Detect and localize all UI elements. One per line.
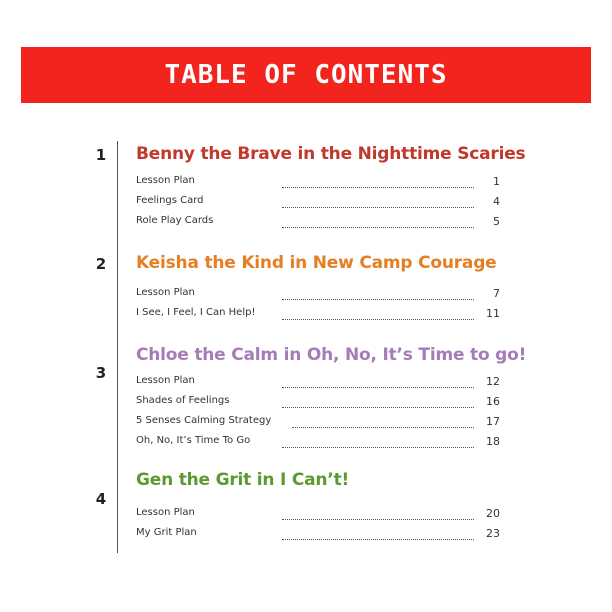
dot-leader [282, 187, 474, 188]
dot-leader [282, 387, 474, 388]
toc-entry[interactable] [136, 415, 500, 433]
entry-page: 18 [486, 435, 500, 448]
entry-label: Lesson Plan [136, 287, 195, 298]
entry-page: 7 [493, 287, 500, 300]
toc-entry[interactable] [136, 527, 500, 545]
toc-entry[interactable] [136, 175, 500, 193]
entry-label: My Grit Plan [136, 527, 197, 538]
toc-entry[interactable] [136, 195, 500, 213]
vertical-divider [117, 141, 118, 553]
dot-leader [292, 427, 474, 428]
entry-page: 17 [486, 415, 500, 428]
dot-leader [282, 207, 474, 208]
section-number: 1 [95, 146, 107, 164]
toc-entry[interactable] [136, 435, 500, 453]
toc-entry[interactable] [136, 287, 500, 305]
section-number: 4 [95, 490, 107, 508]
entry-label: Lesson Plan [136, 375, 195, 386]
dot-leader [282, 447, 474, 448]
dot-leader [282, 519, 474, 520]
dot-leader [282, 227, 474, 228]
page-title: TABLE OF CONTENTS [164, 60, 448, 90]
entry-label: 5 Senses Calming Strategy [136, 415, 272, 426]
toc-entry[interactable] [136, 507, 500, 525]
section-title[interactable]: Keisha the Kind in New Camp Courage [136, 253, 497, 273]
entry-page: 20 [486, 507, 500, 520]
dot-leader [282, 539, 474, 540]
entry-label: I See, I Feel, I Can Help! [136, 307, 256, 318]
entry-label: Lesson Plan [136, 175, 195, 186]
entry-page: 11 [486, 307, 500, 320]
section-number: 2 [95, 255, 107, 273]
dot-leader [282, 319, 474, 320]
entry-label: Oh, No, It’s Time To Go [136, 435, 251, 446]
entry-page: 5 [493, 215, 500, 228]
entry-page: 1 [493, 175, 500, 188]
entry-page: 23 [486, 527, 500, 540]
entry-page: 4 [493, 195, 500, 208]
entry-label: Lesson Plan [136, 507, 195, 518]
entry-label: Role Play Cards [136, 215, 214, 226]
dot-leader [282, 407, 474, 408]
dot-leader [282, 299, 474, 300]
toc-entry[interactable] [136, 215, 500, 233]
toc-entry[interactable] [136, 375, 500, 393]
title-banner [21, 47, 591, 103]
section-title[interactable]: Chloe the Calm in Oh, No, It’s Time to go! [136, 345, 527, 365]
section-title[interactable]: Gen the Grit in I Can’t! [136, 470, 350, 490]
toc-entry[interactable] [136, 307, 500, 325]
entry-page: 16 [486, 395, 500, 408]
toc-entry[interactable] [136, 395, 500, 413]
entry-label: Feelings Card [136, 195, 204, 206]
entry-page: 12 [486, 375, 500, 388]
section-title[interactable]: Benny the Brave in the Nighttime Scaries [136, 144, 526, 164]
entry-label: Shades of Feelings [136, 395, 230, 406]
section-number: 3 [95, 364, 107, 382]
